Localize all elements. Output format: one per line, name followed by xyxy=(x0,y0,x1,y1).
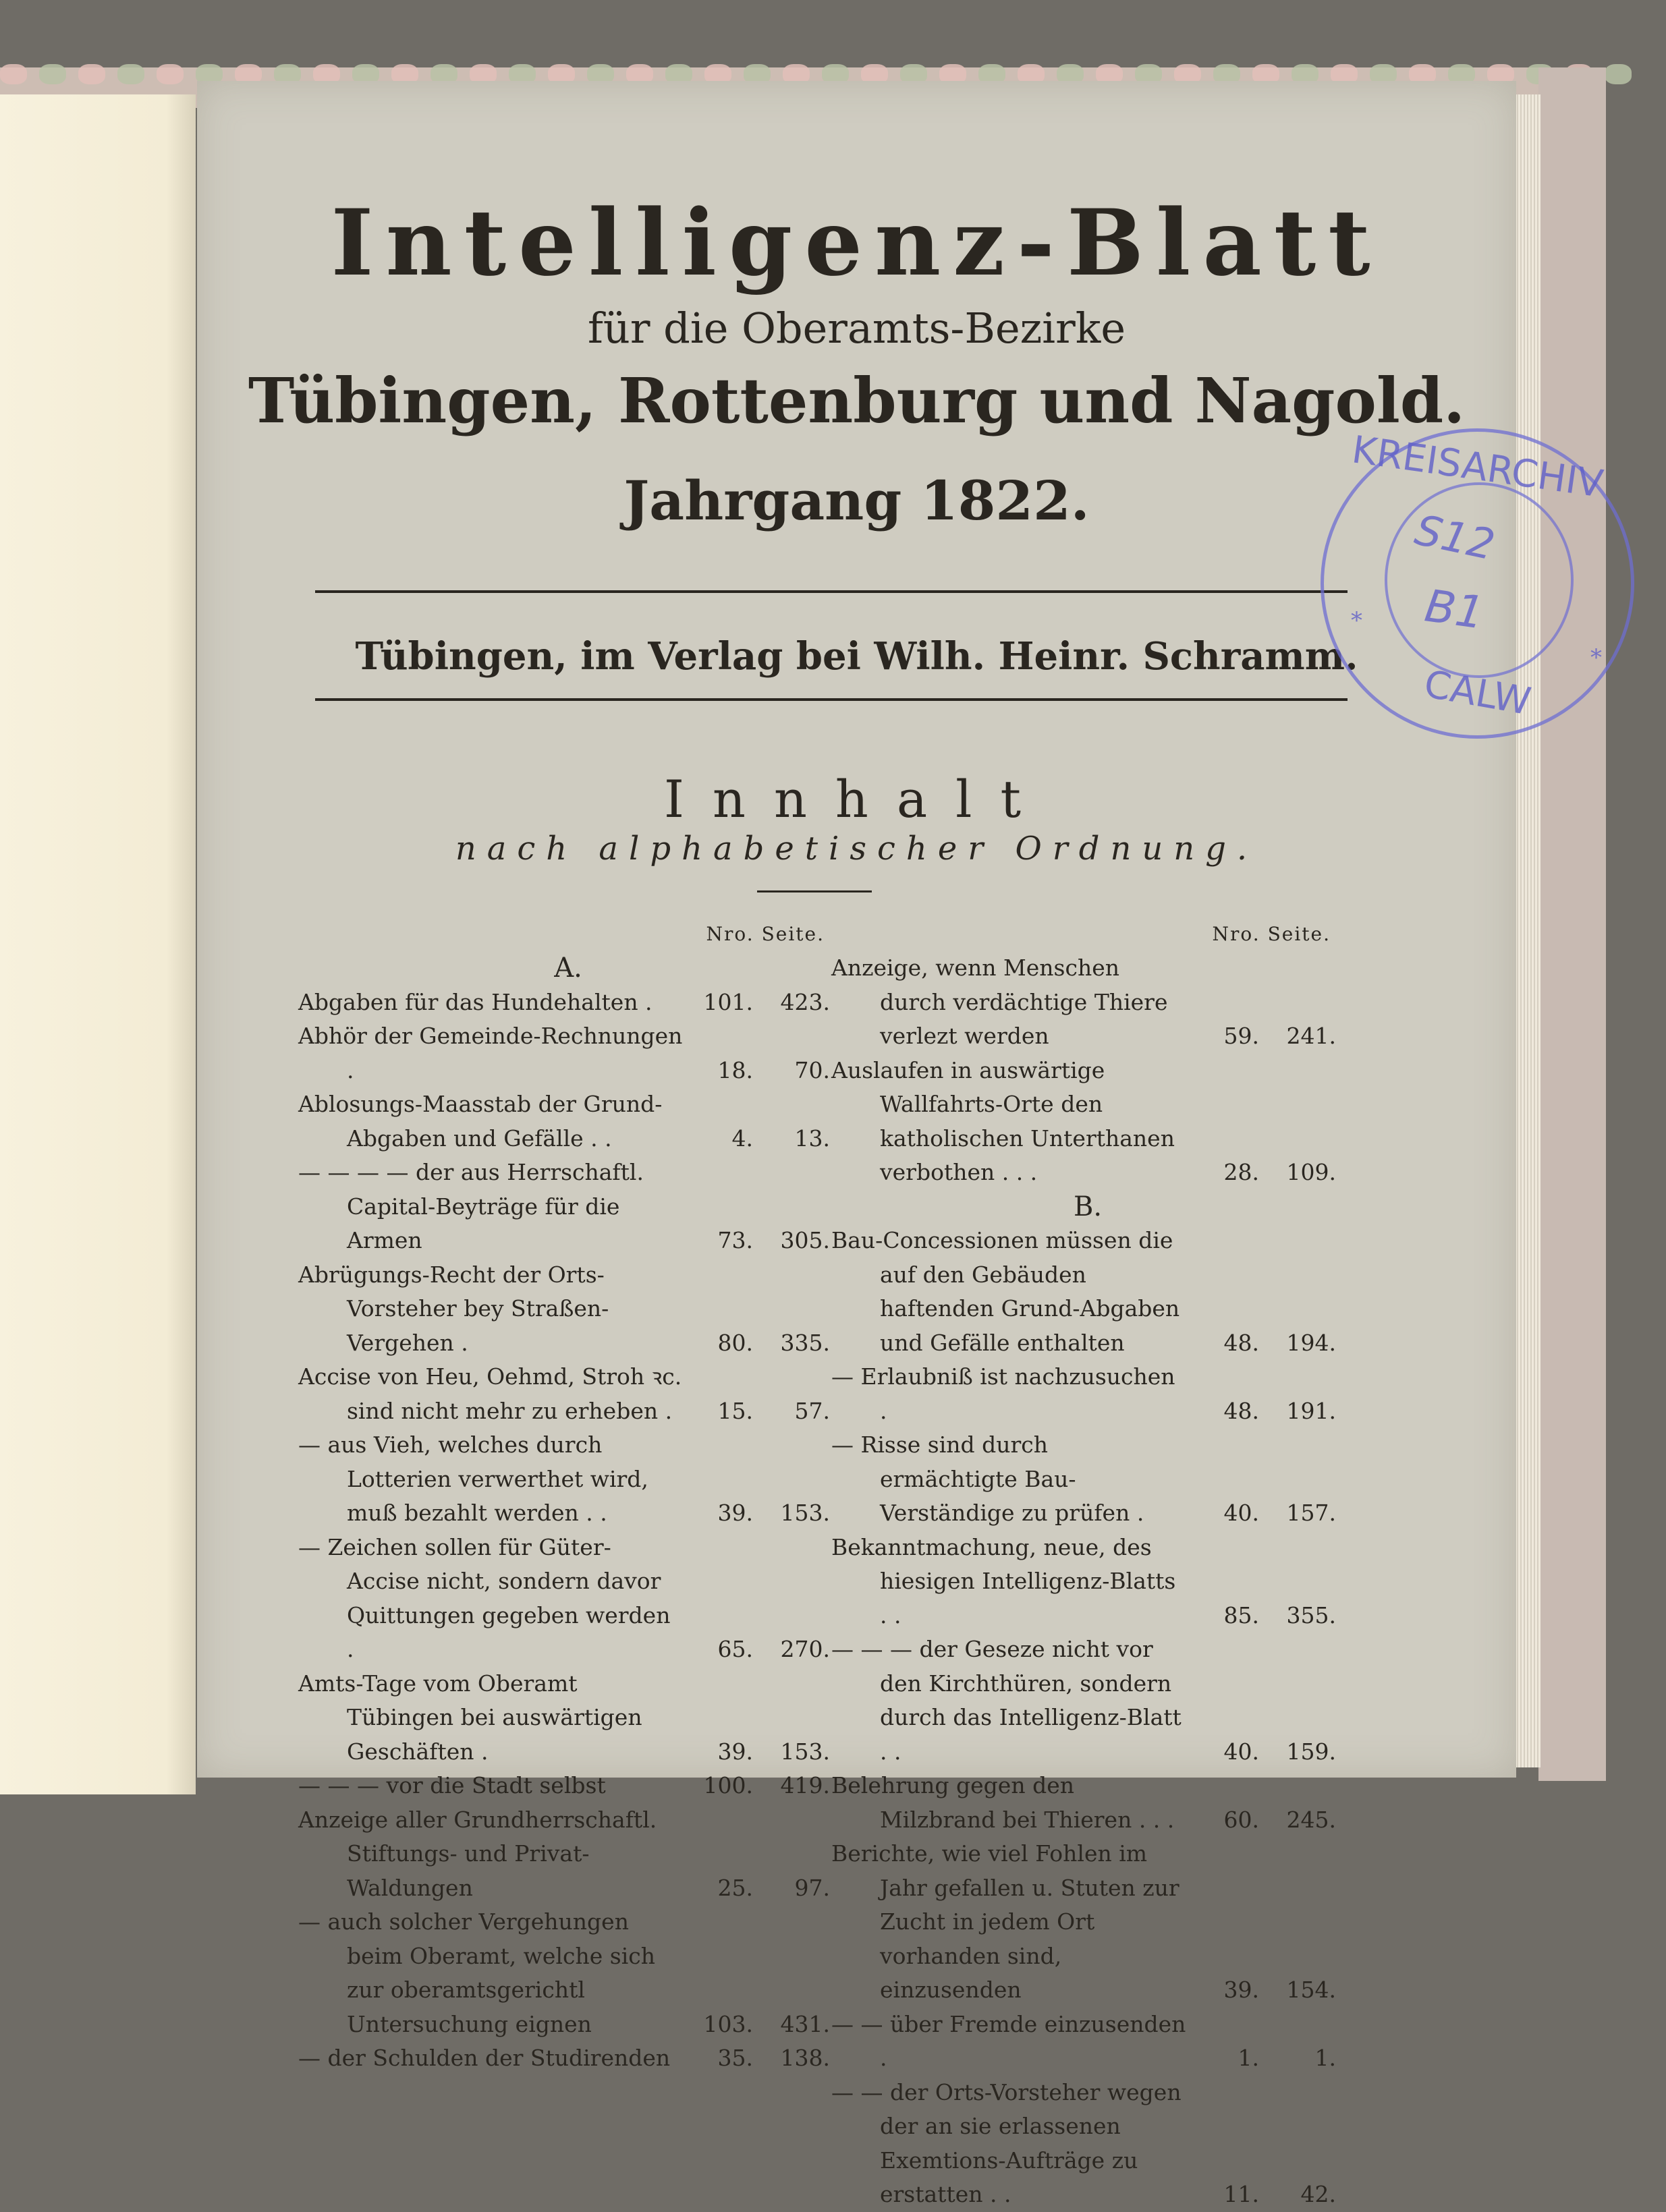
index-entry-number: 18. xyxy=(717,1056,753,1083)
index-entry-page: 431. xyxy=(780,2010,830,2037)
index-entry-number: 101. xyxy=(703,988,753,1015)
index-entry xyxy=(831,1054,1344,1190)
index-entry-text: — — — — der aus Herrschaftl. Capital-Beyträge für die Armen xyxy=(298,1159,644,1253)
index-entry-number: 39. xyxy=(1223,1977,1259,2003)
index-entry xyxy=(298,1428,838,1531)
index-entry-number: 15. xyxy=(717,1397,753,1424)
index-column-right xyxy=(831,917,1344,2212)
stamp-handwritten-number: S12 xyxy=(1410,505,1499,570)
index-entry xyxy=(298,986,838,1020)
index-section-letter: B. xyxy=(1073,1191,1103,1222)
index-entry-text: Ablosungs-Maasstab der Grund-Abgaben und Gefälle . . xyxy=(298,1091,663,1152)
stamp-bottom-text: CALW xyxy=(1420,662,1534,725)
index-entry xyxy=(831,1531,1344,1633)
index-entry-text: Anzeige, wenn Menschen durch verdächtige Thiere verlezt werden xyxy=(831,955,1168,1049)
index-entry xyxy=(298,1258,838,1361)
index-entry xyxy=(298,1531,838,1667)
index-entry-text: Accise von Heu, Oehmd, Stroh ꝛc. sind nicht mehr zu erheben . xyxy=(298,1363,682,1424)
column-header xyxy=(831,917,1344,951)
masthead-districts: Tübingen, Rottenburg und Nagold. xyxy=(248,364,1466,437)
index-entry-number: 73. xyxy=(717,1227,753,1253)
index-entry-page: 138. xyxy=(780,2045,830,2071)
stamp-inner-ring xyxy=(1385,482,1574,678)
index-entry xyxy=(298,1156,838,1258)
index-entry-page: 194. xyxy=(1286,1329,1336,1356)
index-entry-number: 25. xyxy=(717,1874,753,1901)
index-entry-page: 13. xyxy=(794,1125,830,1152)
index-entry-number: 85. xyxy=(1223,1601,1259,1628)
index-entry xyxy=(831,951,1344,1054)
index-entry xyxy=(298,1360,838,1428)
index-entry-text: Berichte, wie viel Fohlen im Jahr gefallen u. Stuten zur Zucht in jedem Ort vorhanden sind, einzusenden xyxy=(831,1840,1179,2003)
index-entry xyxy=(298,1019,838,1087)
cover-pattern-tile xyxy=(1605,64,1632,84)
index-entry-number: 28. xyxy=(1223,1159,1259,1185)
index-entry-page: 159. xyxy=(1286,1738,1336,1765)
index-entry-number: 35. xyxy=(717,2045,753,2071)
index-entry xyxy=(298,1087,838,1156)
cover-pattern-tile xyxy=(157,64,184,84)
index-entry-text: Bekanntmachung, neue, des hiesigen Intelligenz-Blatts . . xyxy=(831,1533,1176,1628)
index-entry-page: 241. xyxy=(1286,1023,1336,1049)
stamp-star-icon: * xyxy=(1590,644,1602,671)
short-divider-rule xyxy=(757,890,872,892)
index-entry-text: — Risse sind durch ermächtigte Bau-Verständige zu prüfen . xyxy=(831,1431,1144,1526)
left-blank-leaf xyxy=(0,94,196,1794)
index-entry-page: 191. xyxy=(1286,1397,1336,1424)
index-entry-number: 100. xyxy=(703,1772,753,1798)
index-entry-page: 355. xyxy=(1286,1601,1336,1628)
title-page xyxy=(197,81,1606,2207)
index-entry-page: 335. xyxy=(780,1329,830,1356)
index-entry-text: — aus Vieh, welches durch Lotterien verwerthet wird, muß bezahlt werden . . xyxy=(298,1431,648,1526)
index-entry xyxy=(298,1905,838,2041)
index-entry-text: — — — vor die Stadt selbst xyxy=(298,1772,606,1798)
index-entry-text: — — — der Geseze nicht vor den Kirchthüren, sondern durch das Intelligenz-Blatt . . xyxy=(831,1636,1182,1765)
cover-pattern-tile xyxy=(117,64,144,84)
index-entry-page: 245. xyxy=(1286,1806,1336,1833)
index-entry-page: 423. xyxy=(780,988,830,1015)
index-entry-page: 109. xyxy=(1286,1159,1336,1185)
index-entry-text: — — über Fremde einzusenden . xyxy=(831,2010,1186,2071)
index-entry-page: 419. xyxy=(780,1772,830,1798)
index-entry-number: 40. xyxy=(1223,1500,1259,1526)
index-entry xyxy=(831,1769,1344,1837)
index-entry-number: 39. xyxy=(717,1738,753,1765)
index-entry-number: 59. xyxy=(1223,1023,1259,1049)
index-entry-text: Abhör der Gemeinde-Rechnungen . xyxy=(298,1023,683,1083)
masthead-year: Jahrgang 1822. xyxy=(623,469,1090,532)
index-entry-text: Belehrung gegen den Milzbrand bei Thieren . . . xyxy=(831,1772,1175,1833)
index-entry-number: 65. xyxy=(717,1636,753,1662)
index-entry-text: Abgaben für das Hundehalten . xyxy=(298,988,652,1015)
index-entry-text: Anzeige aller Grundherrschaftl. Stiftungs- und Privat-Waldungen xyxy=(298,1806,657,1901)
index-entry xyxy=(298,2041,838,2076)
index-entry xyxy=(831,1224,1344,1360)
index-entry-number: 1. xyxy=(1238,2045,1259,2071)
index-entry-page: 1. xyxy=(1314,2045,1336,2071)
index-entry-page: 154. xyxy=(1286,1977,1336,2003)
index-entry xyxy=(831,1360,1344,1428)
column-header xyxy=(298,917,838,951)
stamp-handwritten-band: B1 xyxy=(1422,579,1488,640)
cover-pattern-tile xyxy=(0,64,27,84)
index-entry-page: 153. xyxy=(780,1738,830,1765)
index-entry xyxy=(298,1803,838,1906)
index-entry-number: 60. xyxy=(1223,1806,1259,1833)
index-entry xyxy=(298,1769,838,1803)
cover-pattern-tile xyxy=(39,64,66,84)
divider-rule xyxy=(315,590,1348,593)
index-entry-number: 40. xyxy=(1223,1738,1259,1765)
index-entry-text: — Erlaubniß ist nachzusuchen . xyxy=(831,1363,1175,1424)
index-entry-number: 39. xyxy=(717,1500,753,1526)
index-entry-page: 70. xyxy=(794,1056,830,1083)
index-entry-text: — auch solcher Vergehungen beim Oberamt, welche sich zur oberamtsgerichtl Untersuchung eignen xyxy=(298,1908,655,2037)
index-entry xyxy=(831,2076,1344,2212)
index-entry-number: 48. xyxy=(1223,1329,1259,1356)
index-entry-text: Amts-Tage vom Oberamt Tübingen bei auswärtigen Geschäften . xyxy=(298,1670,642,1765)
index-entry-text: — der Schulden der Studirenden xyxy=(298,2045,671,2071)
index-entries-right xyxy=(831,951,1344,2212)
index-entry-page: 97. xyxy=(794,1874,830,1901)
index-entry-text: Abrügungs-Recht der Orts-Vorsteher bey Straßen-Vergehen . xyxy=(298,1261,609,1356)
index-entry xyxy=(831,1837,1344,2008)
column-header-label: Nro. Seite. xyxy=(706,923,825,945)
index-entry-text: — Zeichen sollen für Güter-Accise nicht, sondern davor Quittungen gegeben werden . xyxy=(298,1533,671,1662)
index-entry-page: 153. xyxy=(780,1500,830,1526)
index-entry-text: Bau-Concessionen müssen die auf den Gebäuden haftenden Grund-Abgaben und Gefälle enthalten xyxy=(831,1227,1180,1356)
index-entry-number: 103. xyxy=(703,2010,753,2037)
masthead-subtitle: für die Oberamts-Bezirke xyxy=(587,304,1126,353)
book-cover-right-edge xyxy=(1538,67,1606,1781)
masthead-title: Intelligenz-Blatt xyxy=(331,189,1383,296)
index-entry-number: 48. xyxy=(1223,1397,1259,1424)
index-section-letter: A. xyxy=(554,953,582,984)
index-entry-page: 42. xyxy=(1300,2181,1336,2207)
index-entry xyxy=(831,1633,1344,1769)
index-entry-page: 270. xyxy=(780,1636,830,1662)
index-entry-number: 11. xyxy=(1223,2181,1259,2207)
index-entry-page: 57. xyxy=(794,1397,830,1424)
publisher-line: Tübingen, im Verlag bei Wilh. Heinr. Schramm. xyxy=(355,634,1358,679)
index-entry xyxy=(831,2008,1344,2076)
index-entry-number: 80. xyxy=(717,1329,753,1356)
stamp-top-text: KREISARCHIV xyxy=(1349,428,1606,507)
index-entry-page: 305. xyxy=(780,1227,830,1253)
index-entry xyxy=(298,1667,838,1769)
divider-rule xyxy=(315,698,1348,701)
archive-stamp xyxy=(1321,428,1634,739)
contents-subheading: nach alphabetischer Ordnung. xyxy=(455,830,1258,868)
cover-pattern-tile xyxy=(78,64,105,84)
index-entries-left xyxy=(298,951,838,2076)
column-header-label: Nro. Seite. xyxy=(1212,923,1331,945)
stamp-star-icon: * xyxy=(1351,607,1362,634)
index-entry-page: 157. xyxy=(1286,1500,1336,1526)
index-column-left xyxy=(298,917,838,2076)
contents-heading: Innhalt xyxy=(663,769,1050,829)
index-entry xyxy=(831,1428,1344,1531)
index-entry-text: — — der Orts-Vorsteher wegen der an sie erlassenen Exemtions-Aufträge zu erstatten . . xyxy=(831,2078,1182,2207)
index-entry-text: Auslaufen in auswärtige Wallfahrts-Orte den katholischen Unterthanen verbothen . . . xyxy=(831,1056,1175,1185)
index-entry-number: 4. xyxy=(731,1125,753,1152)
